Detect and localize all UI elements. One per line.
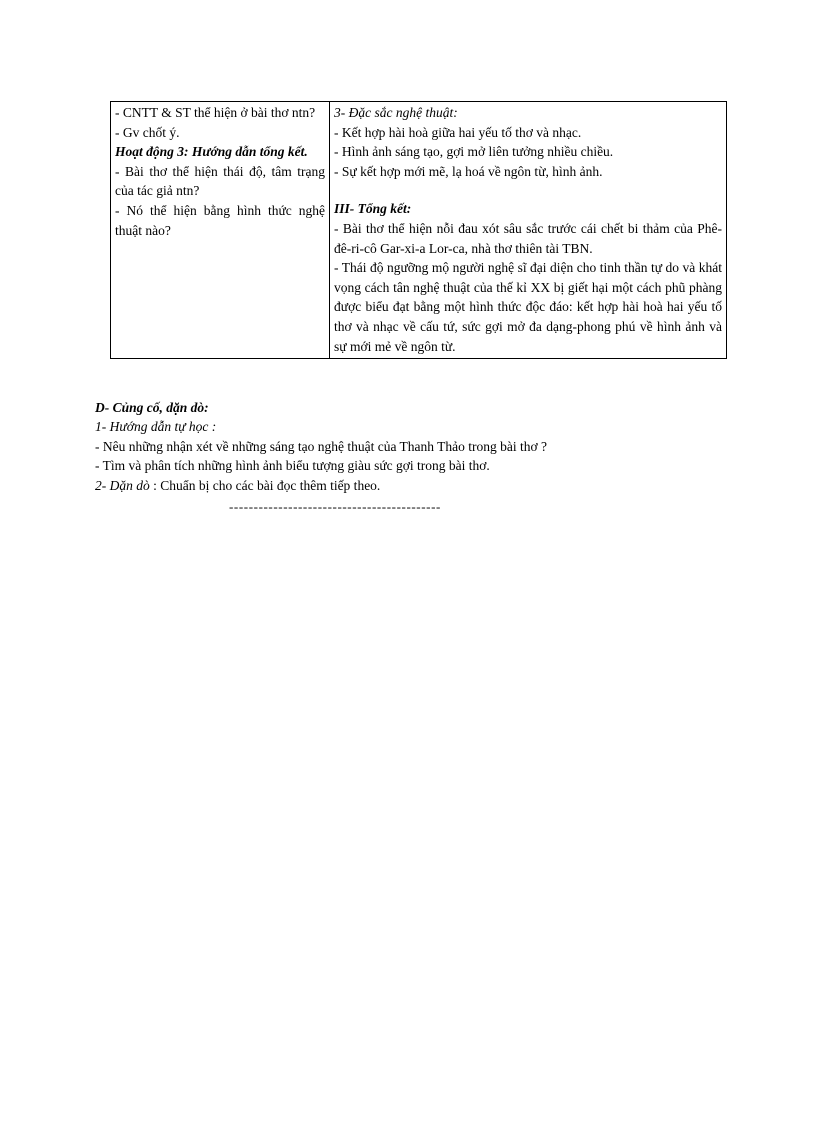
spacer <box>334 181 722 199</box>
homework-line <box>95 476 655 495</box>
list-item: - Sự kết hợp mới mẽ, lạ hoá về ngôn từ, hình ảnh. <box>334 163 603 179</box>
list-item: - Kết hợp hài hoà giữa hai yếu tố thơ và nhạc. <box>334 124 582 140</box>
homework-text: : Chuẩn bị cho các bài đọc thêm tiếp theo. <box>149 477 381 493</box>
list-item: - Bài thơ thể hiện nỗi đau xót sâu sắc trước cái chết bi thảm của Phê-đê-ri-cô Gar-xi-a Lor-ca, nhà thơ thiên tài TBN. <box>334 220 722 256</box>
question-art-expression: - CNTT & ST thể hiện ở bài thơ ntn? <box>115 105 316 120</box>
list-item: - Tìm và phân tích những hình ảnh biểu tượng giàu sức gợi trong bài thơ. <box>95 458 490 474</box>
self-study-heading: 1- Hướng dẫn tự học : <box>95 419 217 435</box>
question-author-attitude: - Bài thơ thể hiện thái độ, tâm trạng của tác giả ntn? <box>115 163 325 199</box>
art-features-heading: 3- Đặc sắc nghệ thuật: <box>334 105 458 120</box>
content-column <box>330 102 727 359</box>
question-art-form: - Nó thể hiện bằng hình thức nghệ thuật nào? <box>115 202 325 238</box>
summary-heading: III- Tổng kết: <box>334 201 412 217</box>
teacher-conclusion: - Gv chốt ý. <box>115 124 180 140</box>
table-row <box>111 102 727 359</box>
activity-3-heading: Hoạt động 3: Hướng dẫn tổng kết. <box>115 144 308 160</box>
list-item: - Hình ảnh sáng tạo, gợi mở liên tưởng nhiều chiều. <box>334 144 614 160</box>
activities-column <box>111 102 330 359</box>
list-item: - Nêu những nhận xét về những sáng tạo nghệ thuật của Thanh Thảo trong bài thơ ? <box>95 438 548 454</box>
consolidation-heading: D- Củng cố, dặn dò: <box>95 400 209 415</box>
consolidation-section <box>95 398 655 495</box>
list-item: - Thái độ ngưỡng mộ người nghệ sĩ đại diện cho tinh thần tự do và khát vọng cách tân nghệ thuật của thế kỉ XX bị giết hại một cách phũ phàng được biểu đạt bằng một hình thức độc đáo: kết hợp hài hoà hai yếu tố thơ và nhạc về cấu tứ, sức gợi mở đa dạng-phong phú về hình ảnh và sự mới mẻ về ngôn từ. <box>334 260 722 354</box>
homework-label: 2- Dặn dò <box>95 477 150 493</box>
separator-line: ------------------------------------------- <box>229 499 441 514</box>
lesson-table <box>110 101 727 359</box>
